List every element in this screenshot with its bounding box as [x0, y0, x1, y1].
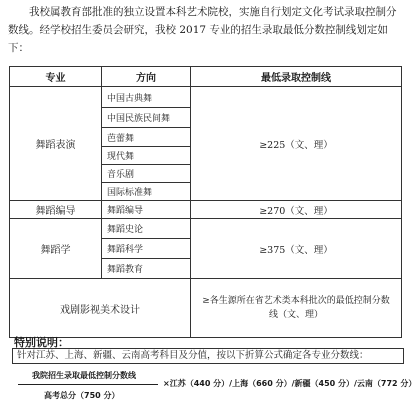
major-cell: 戏剧影视美术设计	[10, 279, 191, 338]
direction-cell: 音乐剧	[102, 165, 191, 183]
header-major: 专业	[10, 67, 102, 87]
table-header-row	[10, 67, 402, 87]
direction-cell: 舞蹈科学	[102, 239, 191, 259]
notes-title: 特别说明：	[14, 336, 69, 349]
direction-cell: 中国古典舞	[102, 87, 191, 108]
header-min-line: 最低录取控制线	[191, 67, 402, 87]
fraction-bar	[18, 384, 158, 385]
intro-paragraph: 我校属教育部批准的独立设置本科艺术院校，实施自行划定文化考试录取控制分数线。经学校招生委员会研究，我校 2017 专业的招生录取最低分数控制线划定如下：	[8, 6, 397, 54]
direction-cell: 舞蹈编导	[102, 201, 191, 219]
min-line-cell: ≥225（文、理）	[191, 87, 402, 201]
formula-numerator: 我院招生录取最低控制分数线	[32, 371, 136, 380]
admission-score-table	[9, 66, 402, 338]
table-row	[10, 201, 402, 219]
direction-cell: 中国民族民间舞	[102, 108, 191, 128]
formula-fraction	[18, 370, 160, 404]
min-line-cell: ≥270（文、理）	[191, 201, 402, 219]
table-row	[10, 87, 402, 108]
direction-cell: 国际标准舞	[102, 183, 191, 201]
direction-cell: 舞蹈史论	[102, 219, 191, 239]
major-cell: 舞蹈表演	[10, 87, 102, 201]
header-direction: 方向	[102, 67, 191, 87]
formula-multiplier: ×江苏（440 分）/上海（660 分）/新疆（450 分）/云南（772 分）	[163, 379, 417, 388]
min-line-cell: ≥各生源所在省艺术类本科批次的最低控制分数线（文、理）	[191, 279, 402, 338]
major-cell: 舞蹈学	[10, 219, 102, 279]
formula-denominator: 高考总分（750 分）	[44, 391, 120, 400]
major-cell: 舞蹈编导	[10, 201, 102, 219]
table-row	[10, 219, 402, 239]
direction-cell: 现代舞	[102, 147, 191, 165]
direction-cell: 芭蕾舞	[102, 128, 191, 147]
intro-text	[8, 3, 406, 57]
min-line-cell: ≥375（文、理）	[191, 219, 402, 279]
conversion-formula	[18, 370, 417, 404]
table-row	[10, 279, 402, 338]
direction-cell: 舞蹈教育	[102, 259, 191, 279]
notes-text: 针对江苏、上海、新疆、云南高考科目及分值，按以下折算公式确定各专业分数线：	[12, 348, 404, 364]
